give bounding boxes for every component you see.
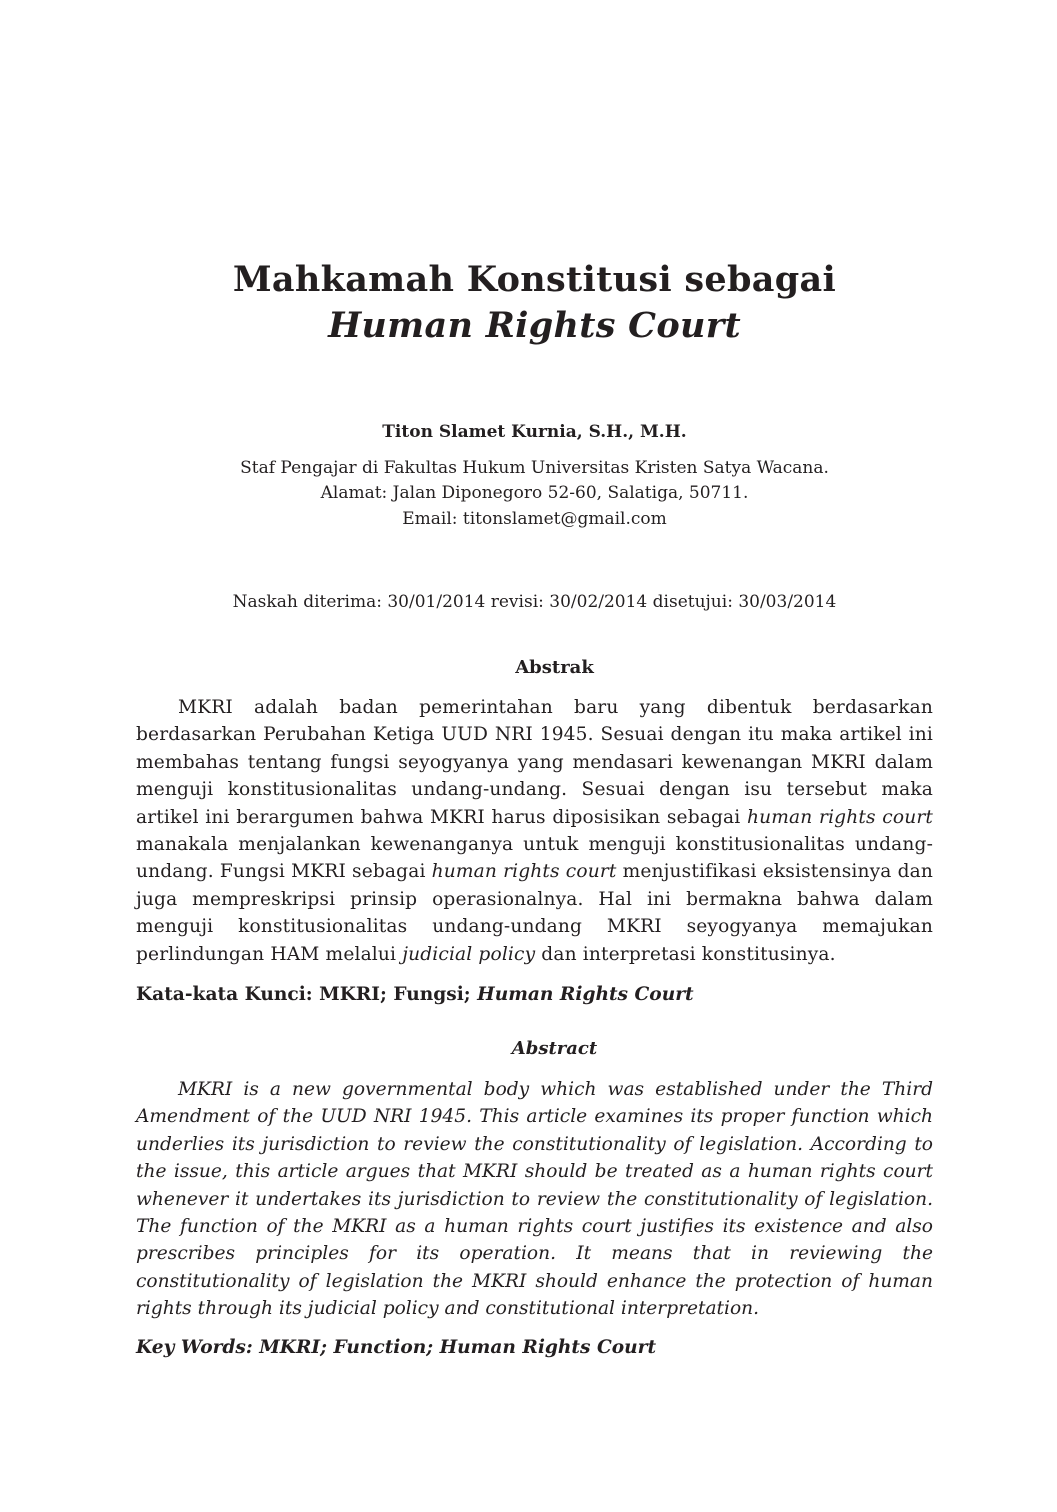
author-email: Email: titonslamet@gmail.com	[402, 509, 667, 529]
author-address: Alamat: Jalan Diponegoro 52-60, Salatiga, 50711.	[320, 483, 749, 503]
author-affiliation: Staf Pengajar di Fakultas Hukum Universitas Kristen Satya Wacana.	[240, 458, 829, 478]
paper-title-line-1: Mahkamah Konstitusi sebagai	[232, 259, 837, 300]
key-words: Key Words: MKRI; Function; Human Rights Court	[136, 1337, 657, 1358]
abstrak-text-part-4: dan interpretasi konstitusinya.	[535, 943, 836, 965]
kata-kunci-emphasis: Human Rights Court	[477, 984, 694, 1005]
abstrak-text-part-1: MKRI adalah badan pemerintahan baru yang dibentuk berdasarkan berdasarkan Perubahan Ketiga UUD NRI 1945. Sesuai dengan itu maka artikel ini membahas tentang fungsi seyogyanya yang mendasari kewenangan MKRI dalam menguji konstitusionalitas undang-undang. Sesuai dengan isu tersebut maka artikel ini berargumen bahwa MKRI harus diposisikan sebagai	[136, 697, 933, 828]
abstrak-heading: Abstrak	[515, 657, 594, 678]
abstract-body: MKRI is a new governmental body which was established under the Third Amendment of the UUD NRI 1945. This article examines its proper function which underlies its jurisdiction to review the constitutionality of legislation. According to the issue, this article argues that MKRI should be treated as a human rights court whenever it undertakes its jurisdiction to review the constitutionality of legislation. The function of the MKRI as a human rights court justifies its existence and also prescribes principles for its operation. It means that in reviewing the constitutionality of legislation the MKRI should enhance the protection of human rights through its judicial policy and constitutional interpretation.	[136, 1079, 933, 1320]
abstrak-emphasis-3: judicial policy	[402, 943, 536, 965]
abstrak-emphasis-2: human rights court	[431, 861, 617, 883]
abstrak-emphasis-1: human rights court	[747, 806, 933, 828]
kata-kunci	[136, 982, 933, 1008]
kata-kunci-label: Kata-kata Kunci: MKRI; Fungsi;	[136, 984, 478, 1005]
abstrak-text-part-2: manakala menjalankan kewenanganya untuk menguji konstitusionalitas undang-undang. Fungsi MKRI sebagai	[136, 834, 933, 883]
abstract-heading: Abstract	[511, 1038, 598, 1059]
abstrak-text-part-3: menjustifikasi eksistensinya dan juga mempreskripsi prinsip operasionalnya. Hal ini bermakna bahwa dalam menguji konstitusionalitas undang-undang MKRI seyogyanya memajukan perlindungan HAM melalui	[136, 861, 933, 965]
author-name: Titon Slamet Kurnia, S.H., M.H.	[382, 422, 687, 442]
manuscript-dates: Naskah diterima: 30/01/2014 revisi: 30/02/2014 disetujui: 30/03/2014	[232, 592, 837, 612]
abstrak-body	[136, 694, 933, 968]
paper-title-line-2: Human Rights Court	[328, 305, 741, 346]
